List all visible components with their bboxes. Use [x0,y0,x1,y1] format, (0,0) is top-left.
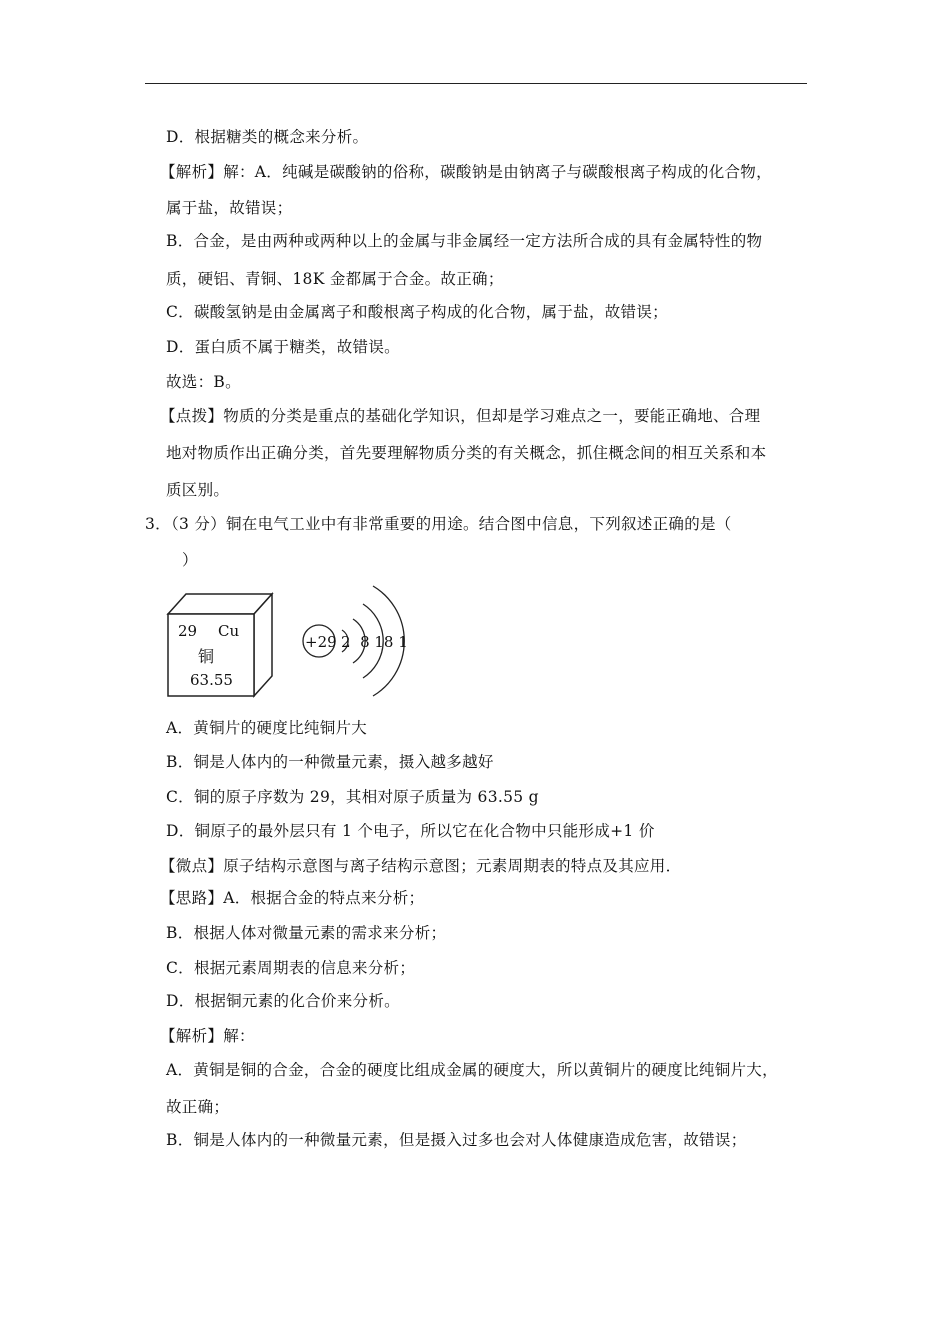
nucleus-charge: +29 [305,633,337,651]
header-rule [145,83,807,84]
copper-figure [160,584,410,700]
text-line: D．根据糖类的概念来分析。 [166,128,369,146]
text-line: 故正确； [166,1098,230,1116]
option-c: C．铜的原子序数为 29，其相对原子质量为 63.55 g [166,788,539,806]
text-line: A．黄铜是铜的合金，合金的硬度比组成金属的硬度大，所以黄铜片的硬度比纯铜片大， [166,1061,778,1079]
text-line: 质，硬铝、青铜、18K 金都属于合金。故正确； [166,270,504,288]
option-d: D．铜原子的最外层只有 1 个电子，所以它在化合物中只能形成+1 价 [166,822,655,840]
question-title-cont: ） [182,551,198,569]
atomic-number: 29 [178,622,198,640]
text-line: B．合金，是由两种或两种以上的金属与非金属经一定方法所合成的具有金属特性的物 [166,232,763,250]
atomic-mass: 63.55 [190,671,233,689]
text-line: 地对物质作出正确分类，首先要理解物质分类的有关概念，抓住概念间的相互关系和本 [166,444,767,462]
text-line: 质区别。 [166,481,230,499]
text-line: C．根据元素周期表的信息来分析； [166,959,416,977]
text-line: 【点拨】物质的分类是重点的基础化学知识，但却是学习难点之一，要能正确地、合理 [160,407,761,425]
electron-shells: 2 8 18 1 [341,633,408,651]
text-line: D．根据铜元素的化合价来分析。 [166,992,400,1010]
text-line: D．蛋白质不属于糖类，故错误。 [166,338,400,356]
text-line: B．铜是人体内的一种微量元素，但是摄入过多也会对人体健康造成危害，故错误； [166,1131,747,1149]
text-line: 【微点】原子结构示意图与离子结构示意图；元素周期表的特点及其应用． [160,857,682,875]
question-title: 3．（3 分）铜在电气工业中有非常重要的用途。结合图中信息，下列叙述正确的是（ [145,515,732,533]
text-line: 【思路】A．根据合金的特点来分析； [160,889,425,907]
element-symbol: Cu [218,622,240,640]
option-b: B．铜是人体内的一种微量元素，摄入越多越好 [166,753,494,771]
element-name: 铜 [198,647,215,666]
text-line: 【解析】解：A．纯碱是碳酸钠的俗称，碳酸钠是由钠离子与碳酸根离子构成的化合物， [160,163,772,181]
option-a: A．黄铜片的硬度比纯铜片大 [166,719,368,737]
text-line: C．碳酸氢钠是由金属离子和酸根离子构成的化合物，属于盐，故错误； [166,303,668,321]
text-line: 【解析】解： [160,1027,255,1045]
text-line: 故选：B。 [166,373,241,391]
text-line: 属于盐，故错误； [166,199,293,217]
text-line: B．根据人体对微量元素的需求来分析； [166,924,447,942]
